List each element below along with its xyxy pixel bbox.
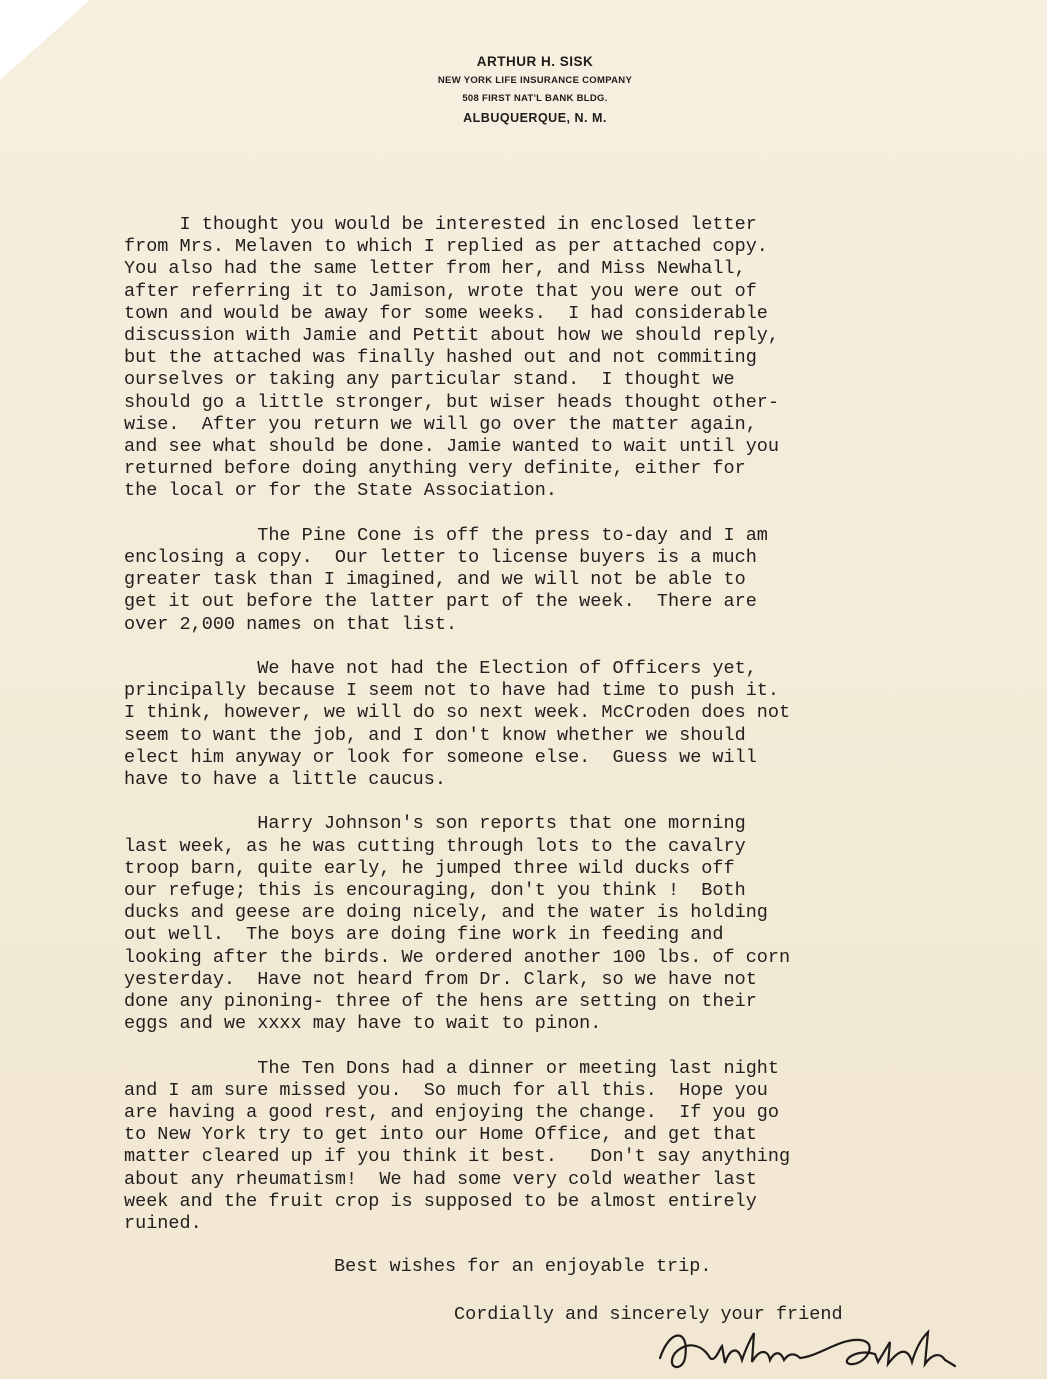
text-line: principally because I seem not to have had time to push it.: [124, 680, 780, 702]
text-line: yesterday. Have not heard from Dr. Clark, so we have not: [124, 968, 757, 990]
text-line: last week, as he was cutting through lots to the cavalry: [124, 835, 746, 857]
text-line: get it out before the latter part of the week. There are: [124, 591, 757, 613]
text-line: I think, however, we will do so next week. McCroden does not: [124, 702, 791, 724]
text-line: troop barn, quite early, he jumped three wild ducks off: [124, 857, 735, 879]
text-line: have to have a little caucus.: [124, 769, 446, 791]
text-line: discussion with Jamie and Pettit about how we should reply,: [124, 325, 780, 347]
text-line: enclosing a copy. Our letter to license buyers is a much: [124, 547, 757, 569]
text-line: ducks and geese are doing nicely, and the water is holding: [124, 902, 768, 924]
letter-paragraph: [124, 1058, 954, 1236]
text-line: from Mrs. Melaven to which I replied as per attached copy.: [124, 236, 768, 258]
text-line: about any rheumatism! We had some very cold weather last: [124, 1168, 757, 1190]
text-line: returned before doing anything very definite, either for: [124, 458, 746, 480]
letter-paragraph: [124, 658, 954, 791]
text-line: the local or for the State Association.: [124, 480, 557, 502]
text-line: week and the fruit crop is supposed to be almost entirely: [124, 1190, 757, 1212]
letterhead-city: ALBUQUERQUE, N. M.: [463, 111, 607, 125]
text-line: I thought you would be interested in enclosed letter: [124, 214, 757, 235]
letter-body: [124, 214, 954, 1257]
text-line: done any pinoning- three of the hens are setting on their: [124, 991, 757, 1013]
text-line: eggs and we xxxx may have to wait to pinon.: [124, 1013, 602, 1035]
closing-wishes: Best wishes for an enjoyable trip.: [334, 1256, 712, 1277]
text-line: after referring it to Jamison, wrote that you were out of: [124, 280, 757, 302]
valediction: Cordially and sincerely your friend: [454, 1304, 843, 1325]
text-line: to New York try to get into our Home Office, and get that: [124, 1124, 757, 1146]
text-line: out well. The boys are doing fine work in feeding and: [124, 924, 724, 946]
text-line: our refuge; this is encouraging, don't you think ! Both: [124, 880, 746, 902]
text-line: greater task than I imagined, and we will not be able to: [124, 569, 746, 591]
text-line: elect him anyway or look for someone else. Guess we will: [124, 746, 757, 768]
letterhead-address: 508 FIRST NAT'L BANK BLDG.: [462, 93, 608, 104]
text-line: town and would be away for some weeks. I had considerable: [124, 302, 768, 324]
text-line: should go a little stronger, but wiser heads thought other-: [124, 391, 780, 413]
letter-paragraph: [124, 214, 954, 503]
text-line: but the attached was finally hashed out and not commiting: [124, 347, 757, 369]
text-line: wise. After you return we will go over the matter again,: [124, 413, 757, 435]
letterhead-company: NEW YORK LIFE INSURANCE COMPANY: [437, 75, 633, 86]
letter-paragraph: [124, 525, 954, 636]
text-line: and see what should be done. Jamie wanted to wait until you: [124, 436, 780, 458]
torn-corner: [0, 0, 90, 80]
text-line: We have not had the Election of Officers yet,: [124, 658, 757, 680]
text-line: You also had the same letter from her, and Miss Newhall,: [124, 258, 746, 280]
text-line: over 2,000 names on that list.: [124, 613, 458, 635]
text-line: The Ten Dons had a dinner or meeting last night: [124, 1057, 780, 1079]
letter-paragraph: [124, 813, 954, 1035]
text-line: Harry Johnson's son reports that one morning: [124, 813, 746, 835]
text-line: are having a good rest, and enjoying the change. If you go: [124, 1102, 780, 1124]
text-line: ourselves or taking any particular stand. I thought we: [124, 369, 735, 391]
handwritten-signature: [650, 1318, 970, 1378]
text-line: matter cleared up if you think it best. Don't say anything: [124, 1146, 791, 1168]
text-line: and I am sure missed you. So much for all this. Hope you: [124, 1079, 768, 1101]
letterhead: [340, 52, 730, 128]
text-line: The Pine Cone is off the press to-day and I am: [124, 524, 768, 546]
text-line: ruined.: [124, 1213, 202, 1235]
letterhead-name: ARTHUR H. SISK: [476, 54, 594, 69]
text-line: seem to want the job, and I don't know whether we should: [124, 724, 746, 746]
text-line: looking after the birds. We ordered another 100 lbs. of corn: [124, 946, 791, 968]
